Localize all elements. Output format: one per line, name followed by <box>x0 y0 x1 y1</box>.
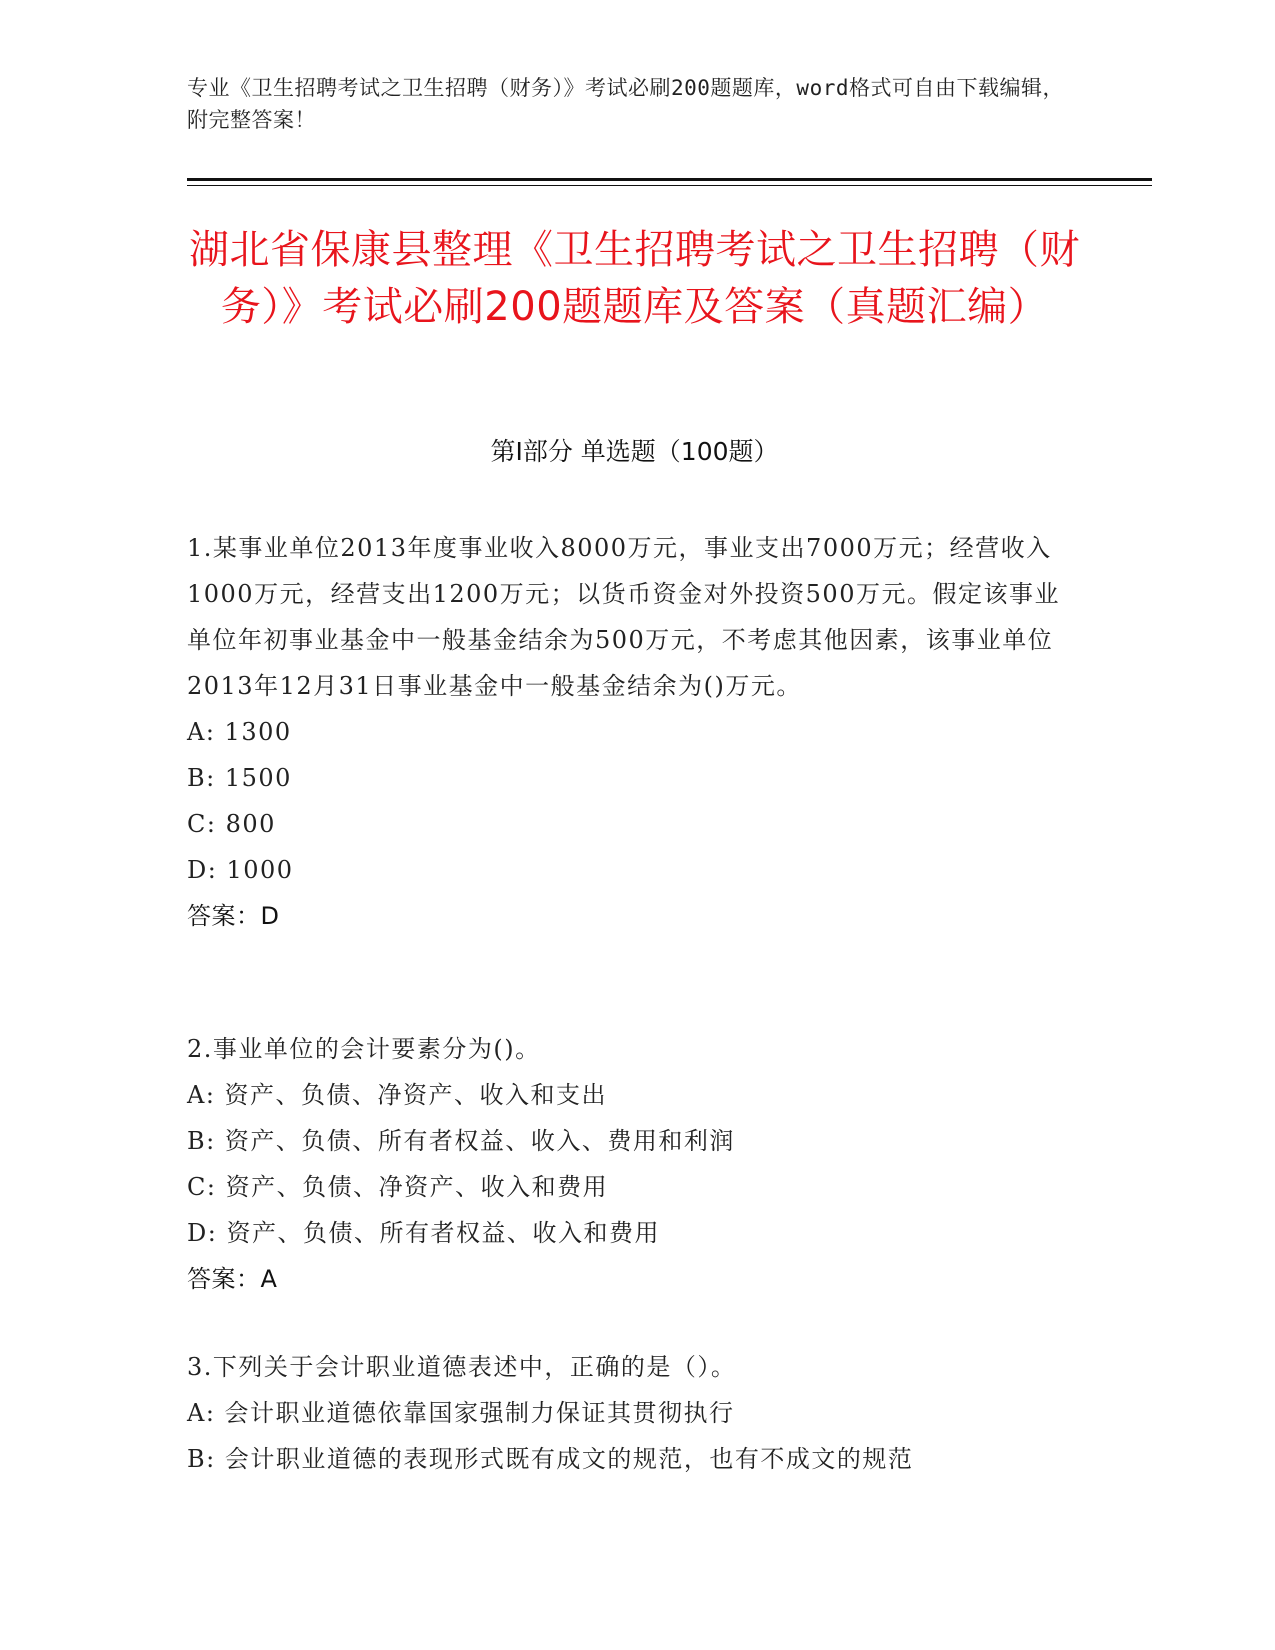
question-2 <box>187 1026 1067 1302</box>
section-heading: 第I部分 单选题（100题） <box>490 437 779 466</box>
question-1 <box>187 525 1067 939</box>
option-d: D: 1000 <box>187 856 294 884</box>
header-rule-thick <box>187 178 1152 181</box>
option-d: D: 资产、负债、所有者权益、收入和费用 <box>187 1219 660 1247</box>
option-a: A: 资产、负债、净资产、收入和支出 <box>187 1081 608 1109</box>
option-b: B: 会计职业道德的表现形式既有成文的规范，也有不成文的规范 <box>187 1445 914 1473</box>
option-a: A: 会计职业道德依靠国家强制力保证其贯彻执行 <box>187 1399 735 1427</box>
option-b: B: 1500 <box>187 764 292 792</box>
question-stem: 2.事业单位的会计要素分为()。 <box>187 1035 541 1063</box>
option-a: A: 1300 <box>187 718 292 746</box>
question-3 <box>187 1344 1067 1482</box>
option-b: B: 资产、负债、所有者权益、收入、费用和利润 <box>187 1127 735 1155</box>
option-c: C: 资产、负债、净资产、收入和费用 <box>187 1173 609 1201</box>
question-stem: 3.下列关于会计职业道德表述中，正确的是（）。 <box>187 1353 737 1381</box>
header-rule-thin <box>187 185 1152 186</box>
answer: 答案：A <box>187 1265 278 1293</box>
option-c: C: 800 <box>187 810 276 838</box>
question-stem: 1.某事业单位2013年度事业收入8000万元，事业支出7000万元；经营收入1000万元，经营支出1200万元；以货币资金对外投资500万元。假定该事业单位年初事业基金中一般基金结余为500万元，不考虑其他因素，该事业单位2013年12月31日事业基金中一般基金结余为()万元。 <box>187 534 1060 700</box>
header-note: 专业《卫生招聘考试之卫生招聘（财务）》考试必刷200题题库，word格式可自由下载编辑，附完整答案！ <box>187 76 1064 132</box>
answer: 答案：D <box>187 902 280 930</box>
document-title: 湖北省保康县整理《卫生招聘考试之卫生招聘（财务）》考试必刷200题题库及答案（真题汇编） <box>189 227 1080 330</box>
